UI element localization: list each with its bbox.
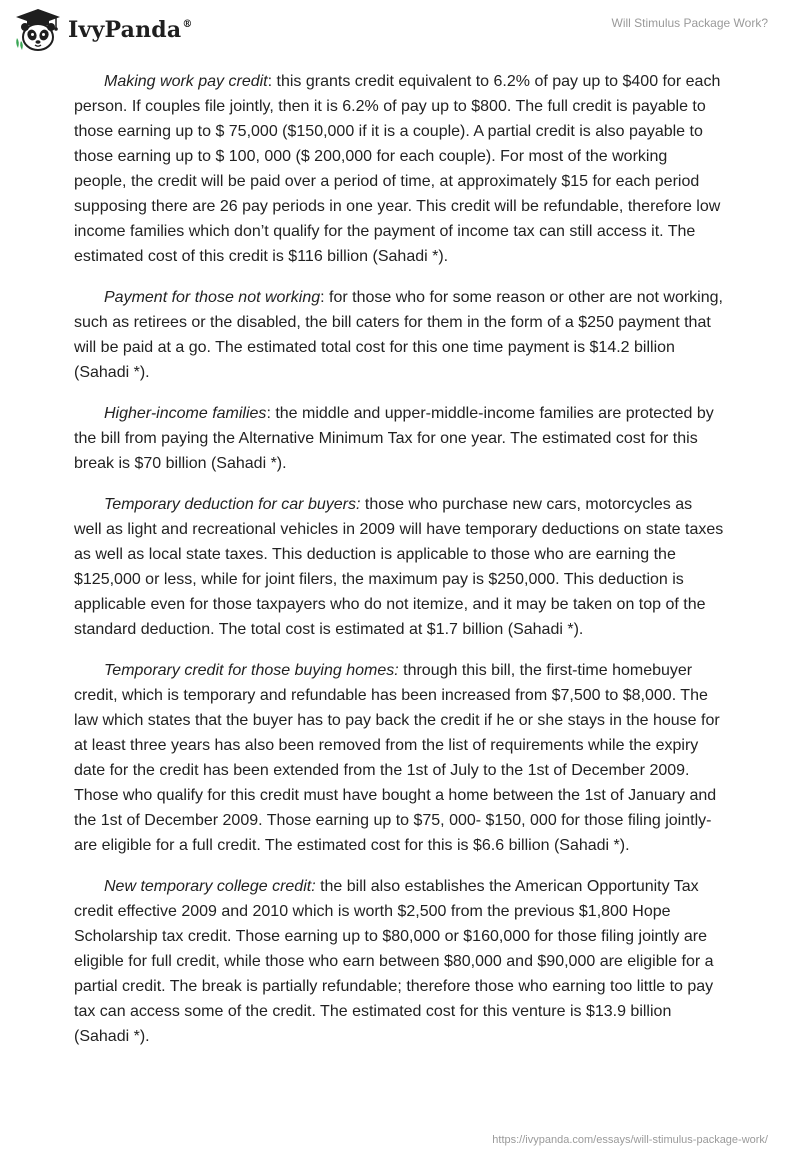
registered-mark: ® bbox=[182, 19, 193, 30]
paragraph-higher-income bbox=[74, 401, 724, 476]
paragraph-home-buyers bbox=[74, 658, 724, 858]
paragraph-text: : the middle and upper-middle-income families are protected by the bill from paying the Alternative Minimum Tax for one year. The estimated cost for this break is $70 billion (Sahadi *). bbox=[74, 405, 714, 472]
paragraph-not-working bbox=[74, 285, 724, 385]
panda-graduate-icon bbox=[14, 8, 62, 52]
paragraph-text: the bill also establishes the American Opportunity Tax credit effective 2009 and 2010 which is worth $2,500 from the previous $1,800 Hope Scholarship tax credit. Those earning up to $80,000 or $160,000 for those filing jointly are eligible for full credit, while those who earn between $80,000 and $90,000 are eligible for a partial credit. The break is partially refundable; therefore those who earning too little to pay tax can access some of the credit. The estimated cost for this venture is $13.9 billion (Sahadi *). bbox=[74, 878, 714, 1045]
page-header bbox=[0, 0, 800, 64]
paragraph-lead: Payment for those not working bbox=[104, 289, 321, 306]
paragraph-text: those who purchase new cars, motorcycles as well as light and recreational vehicles in 2009 will have temporary deductions on state taxes as well as local state taxes. This deduction is applicable to those who are earning the $125,000 or less, while for joint filers, the maximum pay is $250,000. This deduction is applicable even for those taxpayers who do not itemize, and it may be taken on top of the standard deduction. The total cost is estimated at $1.7 billion (Sahadi *). bbox=[74, 496, 724, 638]
source-url[interactable]: https://ivypanda.com/essays/will-stimulus-package-work/ bbox=[492, 1134, 768, 1146]
paragraph-lead: Higher-income families bbox=[104, 405, 267, 422]
paragraph-college-credit bbox=[74, 874, 724, 1049]
paragraph-lead: Making work pay credit bbox=[104, 73, 268, 90]
paragraph-lead: New temporary college credit: bbox=[104, 878, 316, 895]
paragraph-text: : this grants credit equivalent to 6.2% of pay up to $400 for each person. If couples file jointly, then it is 6.2% of pay up to $800. The full credit is payable to those earning up to $ 75,000 ($150,000 if it is a couple). A partial credit is also payable to those earning up to $ 100, 000 ($ 200,000 for each couple). For most of the working people, the credit will be paid over a period of time, at approximately $15 for each period supposing there are 26 pay periods in one year. This credit will be refundable, therefore low income families which don’t qualify for the payment of income tax can still access it. The estimated cost of this credit is $116 billion (Sahadi *). bbox=[74, 73, 721, 265]
essay-body bbox=[74, 69, 724, 1065]
paragraph-text: through this bill, the first-time homebuyer credit, which is temporary and refundable has been increased from $7,500 to $8,000. The law which states that the buyer has to pay back the credit if he or she stays in the house for at least three years has also been removed from the list of requirements while the expiry date for the credit has been extended from the 1st of July to the 1st of December 2009. Those who qualify for this credit must have bought a home between the 1st of January and the 1st of December 2009. Those earning up to $75, 000- $150, 000 for those filing jointly- are eligible for a full credit. The estimated cost for this is $6.6 billion (Sahadi *). bbox=[74, 662, 720, 854]
paragraph-lead: Temporary credit for those buying homes: bbox=[104, 662, 399, 679]
paragraph-lead: Temporary deduction for car buyers: bbox=[104, 496, 361, 513]
paragraph-making-work-pay bbox=[74, 69, 724, 269]
paragraph-text: : for those who for some reason or other are not working, such as retirees or the disabled, the bill caters for them in the form of a $250 payment that will be paid at a go. The estimated total cost for this one time payment is $14.2 billion (Sahadi *). bbox=[74, 289, 723, 381]
document-title: Will Stimulus Package Work? bbox=[611, 16, 768, 30]
brand-logo[interactable] bbox=[14, 8, 193, 52]
paragraph-car-buyers bbox=[74, 492, 724, 642]
brand-name: IvyPanda® bbox=[68, 17, 193, 43]
